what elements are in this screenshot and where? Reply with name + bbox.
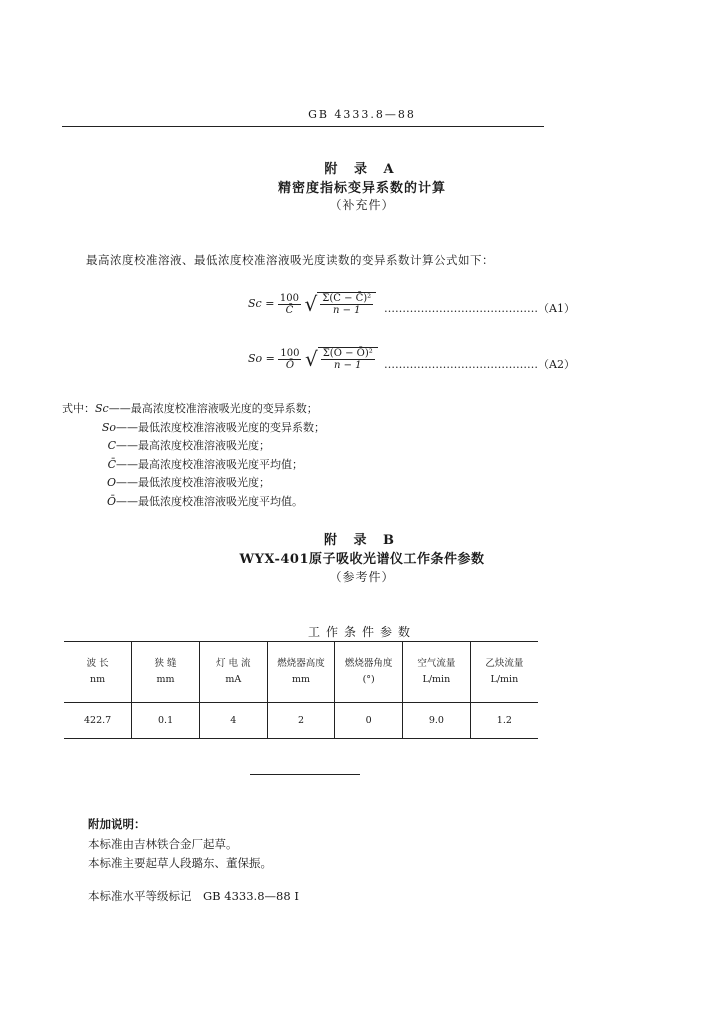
column-unit: nm xyxy=(90,674,106,685)
column-unit: (°) xyxy=(362,674,375,685)
coefficient-numerator: 100 xyxy=(280,347,300,359)
column-unit: L/min xyxy=(422,674,451,685)
additional-note-line: 本标准由吉林铁合金厂起草。 xyxy=(88,837,238,851)
definition-symbol: O xyxy=(106,476,116,489)
column-header xyxy=(403,642,471,703)
formula-radicand xyxy=(317,292,376,316)
sqrt-icon: √ xyxy=(304,347,318,371)
formula-lhs: Sc = xyxy=(248,297,275,310)
end-rule xyxy=(250,774,360,775)
header-standard-code: GB 4333.8—88 xyxy=(308,108,416,121)
column-name: 燃烧器角度 xyxy=(344,658,393,669)
definition-row xyxy=(62,400,325,419)
column-header xyxy=(132,642,200,703)
definition-symbol: Ō xyxy=(106,494,116,508)
appendix-a-title: 附 录 A xyxy=(324,162,400,177)
radicand-denominator: n − 1 xyxy=(332,305,361,316)
definition-text: ——最低浓度校准溶液吸光度的变异系数； xyxy=(116,420,325,434)
coefficient-denominator: C̄ xyxy=(285,304,294,316)
formula-coefficient xyxy=(278,348,301,371)
appendix-b-title: 附 录 B xyxy=(323,533,401,548)
formula-tag: （A1） xyxy=(538,302,575,315)
sqrt-icon: √ xyxy=(304,292,318,316)
definition-row xyxy=(62,419,325,438)
table-cell: 4 xyxy=(199,703,267,739)
formula-radicand xyxy=(318,347,378,371)
definition-row xyxy=(62,456,325,475)
formula-lhs: So = xyxy=(248,352,275,365)
definition-prefix: 式中： xyxy=(62,402,95,415)
table-row xyxy=(64,703,538,739)
additional-note-line: 本标准主要起草人段璐东、董保振。 xyxy=(88,856,272,870)
additional-notes-title: 附加说明： xyxy=(88,817,146,831)
formula-tag: （A2） xyxy=(538,358,575,371)
leader-dots: …………………………………… xyxy=(384,302,538,315)
appendix-a-note: （补充件） xyxy=(329,198,395,212)
formula-a1 xyxy=(248,292,376,316)
standard-level-mark: 本标准水平等级标记 GB 4333.8—88 I xyxy=(88,889,299,903)
working-conditions-table xyxy=(64,641,538,739)
appendix-a-subtitle: 精密度指标变异系数的计算 xyxy=(277,181,446,196)
column-unit: mm xyxy=(291,674,310,685)
formula-a2 xyxy=(248,347,378,371)
definition-text: ——最高浓度校准溶液吸光度平均值； xyxy=(116,457,303,471)
definition-row xyxy=(62,493,325,512)
definition-text: ——最高浓度校准溶液吸光度的变异系数； xyxy=(108,402,318,415)
definition-symbol: Sc xyxy=(95,402,109,415)
definition-symbol: C̄ xyxy=(107,457,116,471)
appendix-a-intro: 最高浓度校准溶液、最低浓度校准溶液吸光度读数的变异系数计算公式如下： xyxy=(86,253,494,267)
coefficient-denominator: Ō xyxy=(285,359,295,371)
table-cell: 1.2 xyxy=(470,703,538,739)
formula-coefficient xyxy=(278,293,301,316)
table-cell: 2 xyxy=(267,703,335,739)
column-unit: L/min xyxy=(490,674,519,685)
coefficient-numerator: 100 xyxy=(279,292,300,304)
column-header xyxy=(335,642,403,703)
definition-text: ——最高浓度校准溶液吸光度； xyxy=(116,439,270,452)
definition-text: ——最低浓度校准溶液吸光度； xyxy=(116,476,270,489)
table-cell: 0 xyxy=(335,703,403,739)
definition-symbol: C xyxy=(107,439,116,452)
column-header xyxy=(199,642,267,703)
column-name: 空气流量 xyxy=(417,658,456,669)
column-header xyxy=(267,642,335,703)
radicand-numerator: Σ(O − Ō)² xyxy=(322,348,373,359)
table-cell: 422.7 xyxy=(64,703,132,739)
column-header xyxy=(470,642,538,703)
column-name: 狭 缝 xyxy=(154,658,177,669)
table-caption: 工作条件参数 xyxy=(307,625,416,639)
column-name: 乙炔流量 xyxy=(485,658,524,669)
table-cell: 9.0 xyxy=(403,703,471,739)
column-name: 灯 电 流 xyxy=(215,658,251,669)
appendix-b-note: （参考件） xyxy=(329,570,395,584)
column-unit: mm xyxy=(156,674,175,685)
appendix-b-subtitle: WYX-401原子吸收光谱仪工作条件参数 xyxy=(239,552,485,567)
table-cell: 0.1 xyxy=(132,703,200,739)
definition-symbol: So xyxy=(101,420,116,434)
table-header-row xyxy=(64,642,538,703)
radicand-numerator: Σ(C − C̄)² xyxy=(322,293,372,304)
definition-row xyxy=(62,474,325,493)
header-rule xyxy=(62,126,544,127)
formula-a2-leader xyxy=(384,356,575,372)
radicand-denominator: n − 1 xyxy=(333,360,362,371)
symbol-definitions xyxy=(62,400,325,511)
column-name: 波 长 xyxy=(86,658,109,669)
column-header xyxy=(64,642,132,703)
definition-text: ——最低浓度校准溶液吸光度平均值。 xyxy=(116,494,303,508)
definition-row xyxy=(62,437,325,456)
leader-dots: …………………………………… xyxy=(384,358,538,371)
column-name: 燃烧器高度 xyxy=(277,658,325,669)
formula-a1-leader xyxy=(384,300,575,316)
column-unit: mA xyxy=(225,674,242,685)
